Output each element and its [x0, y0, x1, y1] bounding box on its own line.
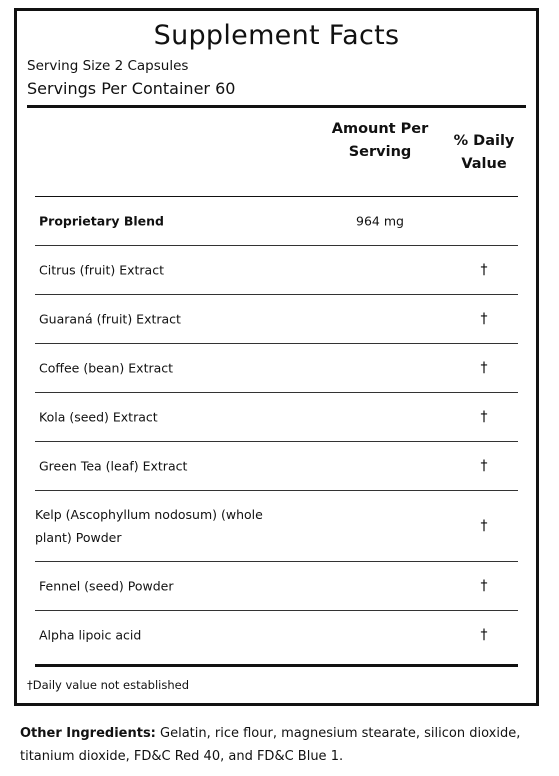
table-row — [35, 491, 518, 562]
supplement-facts-panel — [14, 8, 539, 706]
ingredient-name: Green Tea (leaf) Extract — [39, 458, 188, 474]
ingredient-daily-value: † — [480, 627, 488, 643]
amount-per-serving-header: Amount Per Serving — [331, 121, 429, 160]
ingredient-amount: 964 mg — [356, 213, 404, 229]
daily-value-footnote: †Daily value not established — [27, 678, 190, 692]
table-row — [35, 246, 518, 295]
thick-divider-bottom — [35, 664, 518, 667]
other-ingredients — [20, 722, 540, 768]
panel-title: Supplement Facts — [153, 20, 400, 51]
table-row — [35, 197, 518, 246]
other-ingredients-label: Other Ingredients: — [20, 726, 156, 741]
ingredient-daily-value: † — [480, 458, 488, 474]
table-row — [35, 295, 518, 344]
ingredient-daily-value: † — [480, 311, 488, 327]
table-row — [35, 562, 518, 611]
ingredient-name: Citrus (fruit) Extract — [39, 262, 164, 278]
table-row — [35, 344, 518, 393]
ingredient-daily-value: † — [480, 360, 488, 376]
servings-per-container: Servings Per Container 60 — [27, 79, 236, 98]
ingredient-daily-value: † — [480, 578, 488, 594]
ingredient-name: Guaraná (fruit) Extract — [39, 311, 181, 327]
table-header — [35, 108, 518, 197]
ingredient-name: Alpha lipoic acid — [39, 627, 142, 643]
ingredient-daily-value: † — [480, 262, 488, 278]
daily-value-header: % Daily Value — [453, 133, 515, 172]
ingredient-name: Proprietary Blend — [39, 213, 164, 229]
ingredient-daily-value: † — [480, 409, 488, 425]
ingredient-daily-value: † — [480, 518, 488, 534]
nutrient-table — [35, 108, 518, 667]
table-row — [35, 611, 518, 659]
other-ingredients-text: Gelatin, rice flour, magnesium stearate, silicon dioxide, titanium dioxide, FD&C Red 40, and FD&C Blue 1. — [20, 726, 521, 764]
ingredient-name: Fennel (seed) Powder — [39, 578, 174, 594]
ingredient-name: Coffee (bean) Extract — [39, 360, 174, 376]
ingredient-name: Kola (seed) Extract — [39, 409, 158, 425]
table-row — [35, 442, 518, 491]
table-row — [35, 393, 518, 442]
ingredient-name: Kelp (Ascophyllum nodosum) (whole plant) Powder — [35, 507, 263, 545]
serving-size: Serving Size 2 Capsules — [27, 58, 189, 74]
